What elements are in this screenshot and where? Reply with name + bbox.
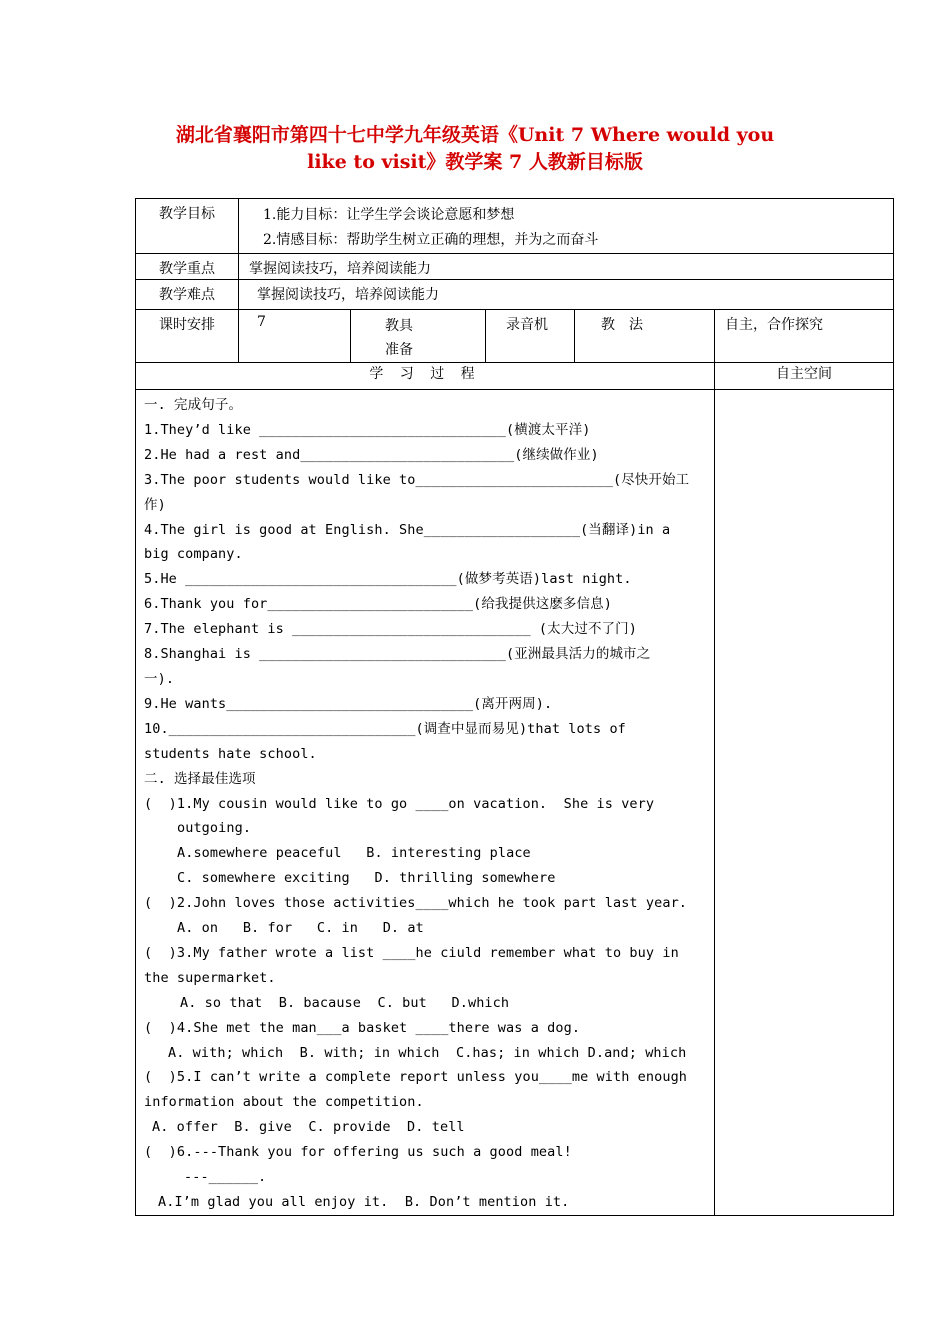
method-value: 自主，合作探究 <box>715 310 894 363</box>
exercise-option-line: C. somewhere exciting D. thrilling somewhere <box>177 870 556 887</box>
schedule-row <box>136 310 894 363</box>
goal-2: 2.情感目标：帮助学生树立正确的理想，并为之而奋斗 <box>263 232 599 248</box>
exercise-line: 1.They’d like ______________________________(横渡太平洋) <box>144 421 591 438</box>
exercise-line: ( )3.My father wrote a list ____he ciuld remember what to buy in <box>144 944 679 961</box>
exercise-body-row <box>136 390 894 1216</box>
title-line-1: 湖北省襄阳市第四十七中学九年级英语《Unit 7 Where would you <box>175 124 775 146</box>
exercise-line: students hate school. <box>144 745 317 762</box>
exercise-area <box>136 390 715 1216</box>
section-2-heading: 二. 选择最佳选项 <box>144 770 256 787</box>
exercise-line: ( )2.John loves those activities____which he took part last year. <box>144 895 688 912</box>
space-header: 自主空间 <box>715 363 894 390</box>
difficulty-row <box>136 280 894 310</box>
tools-label-line-2: 准备 <box>385 342 413 358</box>
exercise-line: 一). <box>144 670 175 687</box>
goals-cell <box>239 199 894 254</box>
schedule-value: 7 <box>239 310 351 363</box>
exercise-option-line: A. on B. for C. in D. at <box>177 920 424 937</box>
goal-1: 1.能力目标：让学生学会谈论意愿和梦想 <box>263 207 515 223</box>
exercise-option-line: A. with; which B. with; in which C.has; in which D.and; which <box>168 1044 687 1061</box>
title-line-2: like to visit》教学案 7 人教新目标版 <box>307 151 643 173</box>
exercise-line: information about the competition. <box>144 1094 424 1111</box>
exercise-line: ( )6.---Thank you for offering us such a good meal! <box>144 1144 572 1161</box>
section-1-heading: 一. 完成句子。 <box>144 397 243 413</box>
exercise-line: 5.He _________________________________(做梦考英语)last night. <box>144 571 632 588</box>
exercise-option-line: A.somewhere peaceful B. interesting place <box>177 845 531 862</box>
lesson-plan-table <box>135 198 894 1216</box>
exercise-line: ( )1.My cousin would like to go ____on vacation. She is very <box>144 795 655 812</box>
exercise-line: 6.Thank you for_________________________(给我提供这麽多信息) <box>144 596 612 613</box>
exercise-option-line: A. offer B. give C. provide D. tell <box>152 1119 465 1136</box>
exercise-line: 7.The elephant is _____________________________ (太大过不了门) <box>144 621 637 638</box>
exercise-line: 3.The poor students would like to________________________(尽快开始工 <box>144 471 690 488</box>
difficulty-label: 教学难点 <box>136 280 239 310</box>
schedule-label: 课时安排 <box>136 310 239 363</box>
tools-label-line-1: 教具 <box>385 318 413 334</box>
process-header-row <box>136 363 894 390</box>
tools-value: 录音机 <box>486 310 575 363</box>
process-header <box>136 363 715 390</box>
exercise-line: big company. <box>144 546 243 563</box>
exercise-option-line: A. so that B. bacause C. but D.which <box>180 994 510 1011</box>
exercise-line: ( )4.She met the man___a basket ____there was a dog. <box>144 1019 581 1036</box>
self-study-space <box>715 390 894 1216</box>
exercise-line: 4.The girl is good at English. She___________________(当翻译)in a <box>144 521 671 538</box>
exercise-line: ---______. <box>184 1169 267 1186</box>
exercise-line: the supermarket. <box>144 969 276 986</box>
key-points-value: 掌握阅读技巧，培养阅读能力 <box>239 254 894 280</box>
key-points-label: 教学重点 <box>136 254 239 280</box>
process-header-text: 学 习 过 程 <box>369 366 481 382</box>
exercise-line: ( )5.I can’t write a complete report unless you____me with enough <box>144 1069 688 1086</box>
exercise-line: 10.______________________________(调查中显而易见)that lots of <box>144 720 626 737</box>
method-label: 教 法 <box>575 310 715 363</box>
exercise-line: outgoing. <box>177 820 252 837</box>
exercise-line: 9.He wants______________________________(离开两周). <box>144 695 553 712</box>
tools-label <box>351 310 486 363</box>
key-points-row <box>136 254 894 280</box>
exercise-option-line: A.I’m glad you all enjoy it. B. Don’t mention it. <box>158 1194 570 1210</box>
goals-row <box>136 199 894 254</box>
page-title <box>120 122 830 176</box>
exercise-line: 作) <box>144 496 166 513</box>
goals-label: 教学目标 <box>136 199 239 254</box>
exercise-line: 8.Shanghai is ______________________________(亚洲最具活力的城市之 <box>144 646 651 663</box>
difficulty-value: 掌握阅读技巧，培养阅读能力 <box>239 280 894 310</box>
exercise-line: 2.He had a rest and__________________________(继续做作业) <box>144 446 599 463</box>
